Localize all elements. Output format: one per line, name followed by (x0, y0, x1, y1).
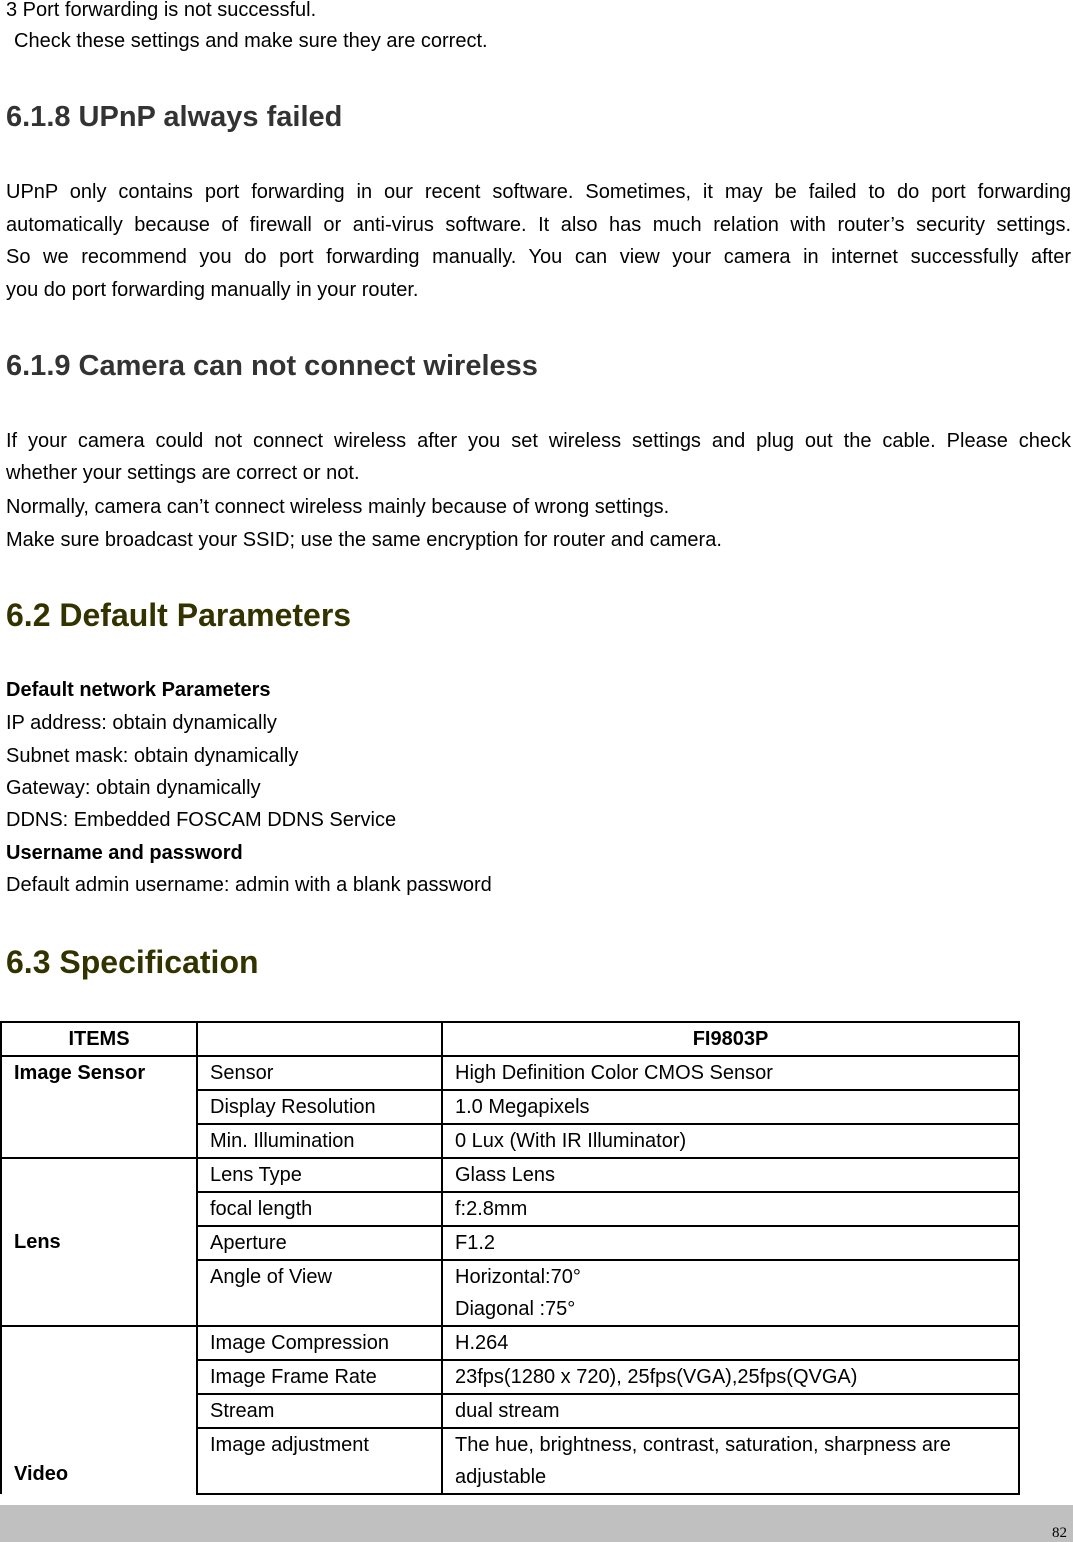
intro-line: Check these settings and make sure they are correct. (14, 30, 488, 52)
paragraph-line: whether your settings are correct or not. (6, 462, 360, 484)
param-line: Default admin username: admin with a blank password (6, 874, 492, 896)
spec-key: Image Frame Rate (197, 1360, 442, 1394)
param-line: Subnet mask: obtain dynamically (6, 745, 299, 767)
paragraph-line: Normally, camera can’t connect wireless mainly because of wrong settings. (6, 496, 670, 518)
table-row (1, 1158, 1019, 1192)
spec-value: f:2.8mm (442, 1192, 1019, 1226)
spec-value: High Definition Color CMOS Sensor (442, 1056, 1019, 1090)
spec-key: Lens Type (197, 1158, 442, 1192)
header-blank (197, 1022, 442, 1056)
spec-value: Glass Lens (442, 1158, 1019, 1192)
paragraph-line: If your camera could not connect wireless after you set wireless settings and plug out the cable. Please check (6, 430, 1071, 452)
param-line: IP address: obtain dynamically (6, 712, 277, 734)
spec-value: dual stream (442, 1394, 1019, 1428)
spec-value: F1.2 (442, 1226, 1019, 1260)
section-heading-6-1-8: 6.1.8 UPnP always failed (6, 101, 343, 133)
group-image-sensor: Image Sensor (1, 1056, 197, 1158)
spec-key: Image adjustment (197, 1428, 442, 1494)
spec-value (442, 1260, 1019, 1326)
header-items: ITEMS (1, 1022, 197, 1056)
section-heading-6-1-9: 6.1.9 Camera can not connect wireless (6, 350, 538, 382)
user-heading: Username and password (6, 842, 243, 864)
paragraph-line: Make sure broadcast your SSID; use the same encryption for router and camera. (6, 529, 722, 551)
paragraph-line: you do port forwarding manually in your router. (6, 279, 419, 301)
spec-table (0, 1021, 1020, 1495)
spec-value: 1.0 Megapixels (442, 1090, 1019, 1124)
spec-key: Sensor (197, 1056, 442, 1090)
spec-key: Aperture (197, 1226, 442, 1260)
intro-line: 3 Port forwarding is not successful. (6, 0, 317, 21)
table-row (1, 1326, 1019, 1360)
page-number: 82 (1052, 1525, 1067, 1541)
network-heading: Default network Parameters (6, 679, 271, 701)
param-line: Gateway: obtain dynamically (6, 777, 261, 799)
spec-key: focal length (197, 1192, 442, 1226)
section-heading-6-3: 6.3 Specification (6, 944, 259, 980)
group-video: Video (1, 1326, 197, 1494)
group-lens: Lens (1, 1158, 197, 1326)
spec-key: Image Compression (197, 1326, 442, 1360)
paragraph-line: automatically because of firewall or anti-virus software. It also has much relation with router’s security settings. (6, 214, 1071, 236)
spec-value: 23fps(1280 x 720), 25fps(VGA),25fps(QVGA) (442, 1360, 1019, 1394)
table-header-row (1, 1022, 1019, 1056)
param-line: DDNS: Embedded FOSCAM DDNS Service (6, 809, 397, 831)
spec-value-line: adjustable (455, 1466, 547, 1488)
spec-key: Angle of View (197, 1260, 442, 1326)
paragraph-line: So we recommend you do port forwarding manually. You can view your camera in internet successfully after (6, 246, 1071, 268)
spec-value: 0 Lux (With IR Illuminator) (442, 1124, 1019, 1158)
spec-value-line: Diagonal :75° (455, 1298, 576, 1320)
page-footer (0, 1505, 1073, 1542)
spec-key: Stream (197, 1394, 442, 1428)
section-heading-6-2: 6.2 Default Parameters (6, 597, 352, 633)
paragraph-line: UPnP only contains port forwarding in our recent software. Sometimes, it may be failed to do port forwarding (6, 181, 1071, 203)
spec-key: Min. Illumination (197, 1124, 442, 1158)
table-row (1, 1056, 1019, 1090)
spec-value (442, 1428, 1019, 1494)
spec-value: H.264 (442, 1326, 1019, 1360)
spec-key: Display Resolution (197, 1090, 442, 1124)
header-model: FI9803P (442, 1022, 1019, 1056)
spec-value-line: The hue, brightness, contrast, saturation, sharpness are (455, 1434, 951, 1456)
spec-value-line: Horizontal:70° (455, 1266, 581, 1288)
